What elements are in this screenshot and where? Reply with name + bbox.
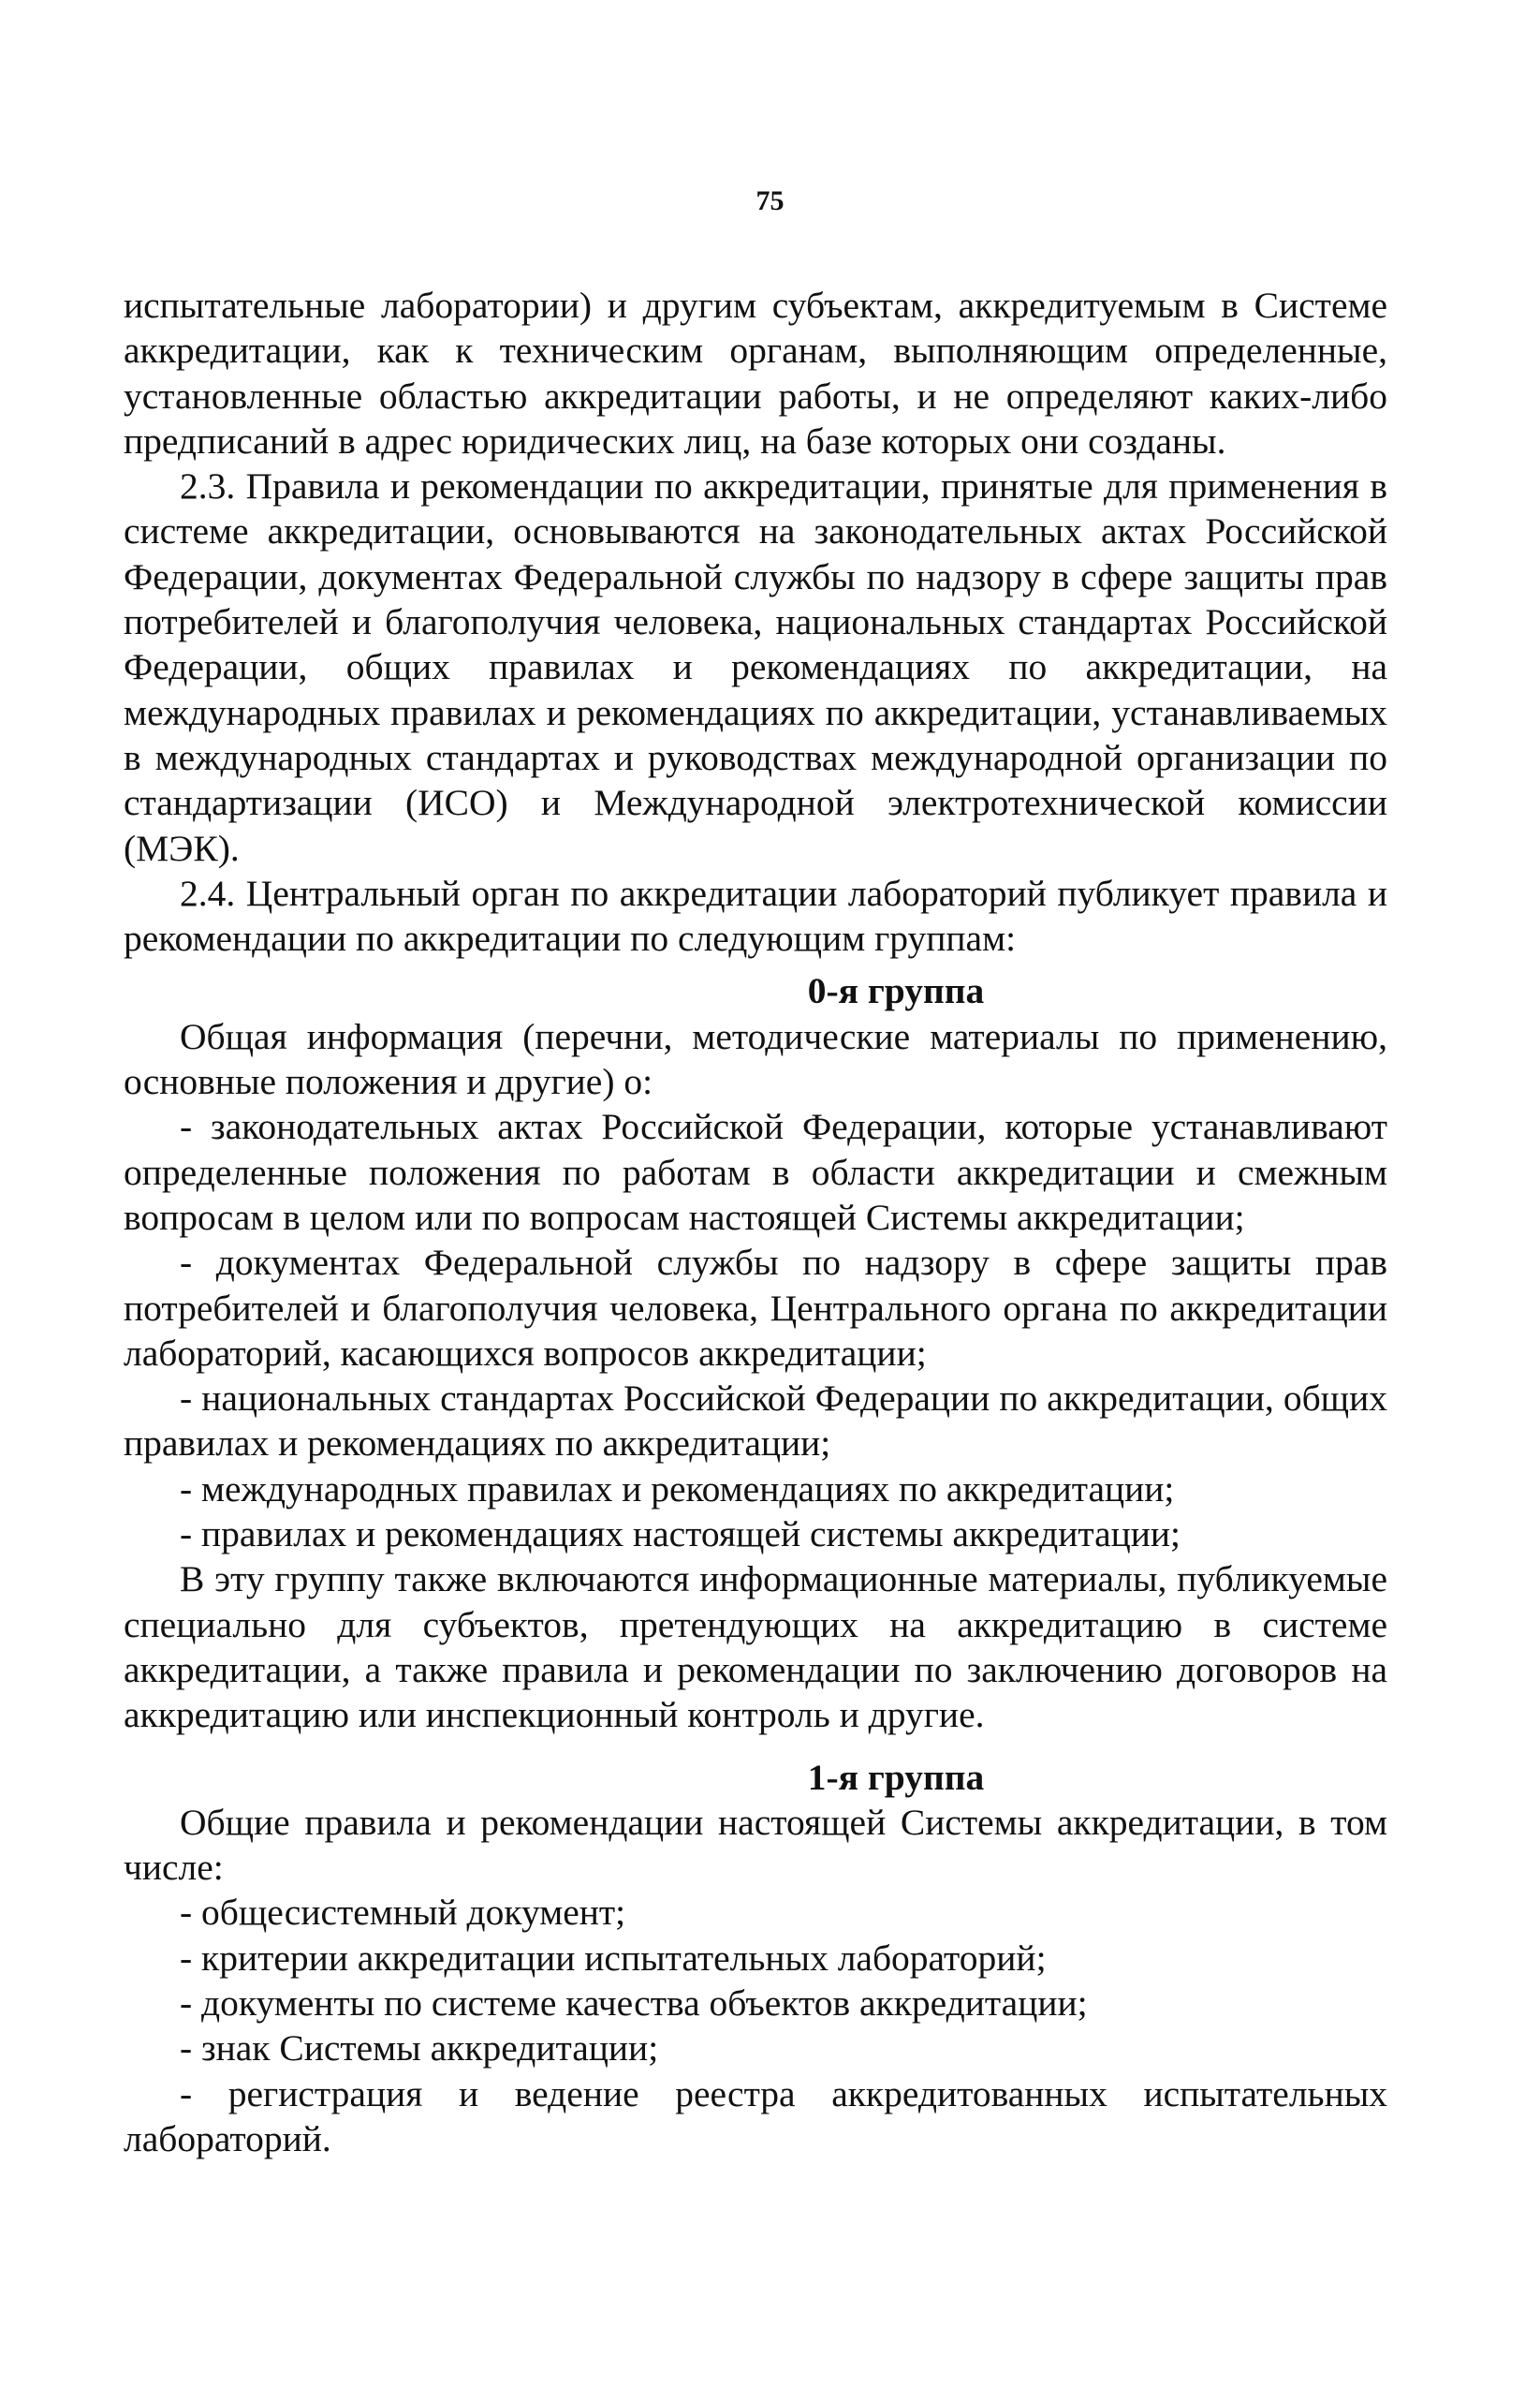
document-body <box>124 283 1387 2161</box>
list-item: - знак Системы аккредитации; <box>180 2027 659 2070</box>
list-item: - критерии аккредитации испытательных лабораторий; <box>180 1937 1047 1979</box>
list-item: - документы по системе качества объектов аккредитации; <box>180 1981 1088 2024</box>
page-number: 75 <box>755 185 785 216</box>
list-item: - документах Федеральной службы по надзору в сфере защиты прав потребителей и благополучия человека, Центрального органа по аккредитации лабораторий, касающихся вопросов аккредитации; <box>124 1242 1387 1374</box>
group-0-closing: В эту группу также включаются информационные материалы, публикуемые специально для субъектов, претендующих на аккредитацию в системе аккредитации, а также правила и рекомендации по заключению договоров на аккредитацию или инспекционный контроль и другие. <box>124 1558 1387 1736</box>
list-item: - законодательных актах Российской Федерации, которые устанавливают определенные положения по работам в области аккредитации и смежным вопросам в целом или по вопросам настоящей Системы аккредитации; <box>124 1106 1387 1238</box>
list-item: - общесистемный документ; <box>180 1892 626 1934</box>
paragraph-continuation: испытательные лаборатории) и другим субъектам, аккредитуемым в Системе аккредитации, как к техническим органам, выполняющим определенные, установленные областью аккредитации работы, и не определяют каких-либо предписаний в адрес юридических лиц, на базе которых они созданы. <box>124 285 1387 462</box>
list-item: - регистрация и ведение реестра аккредитованных испытательных лабораторий. <box>124 2072 1387 2159</box>
list-item: - международных правилах и рекомендациях по аккредитации; <box>180 1467 1175 1510</box>
list-item: - национальных стандартах Российской Федерации по аккредитации, общих правилах и рекомендациях по аккредитации; <box>124 1377 1387 1465</box>
group-1-intro: Общие правила и рекомендации настоящей Системы аккредитации, в том числе: <box>124 1801 1387 1889</box>
paragraph-2-4: 2.4. Центральный орган по аккредитации лабораторий публикует правила и рекомендации по аккредитации по следующим группам: <box>124 872 1387 960</box>
group-0-heading: 0-я группа <box>807 970 985 1012</box>
paragraph-2-3: 2.3. Правила и рекомендации по аккредитации, принятые для применения в системе аккредитации, основываются на законодательных актах Российской Федерации, документах Федеральной службы по надзору в сфере защиты прав потребителей и благополучия человека, национальных стандартах Российской Федерации, общих правилах и рекомендациях по аккредитации, на международных правилах и рекомендациях по аккредитации, устанавливаемых в международных стандартах и руководствах международной организации по стандартизации (ИСО) и Международной электротехнической комиссии (МЭК). <box>124 465 1387 869</box>
group-1-heading: 1-я группа <box>807 1756 985 1798</box>
list-item: - правилах и рекомендациях настоящей системы аккредитации; <box>180 1513 1181 1555</box>
group-0-intro: Общая информация (перечни, методические материалы по применению, основные положения и другие) о: <box>124 1015 1387 1103</box>
